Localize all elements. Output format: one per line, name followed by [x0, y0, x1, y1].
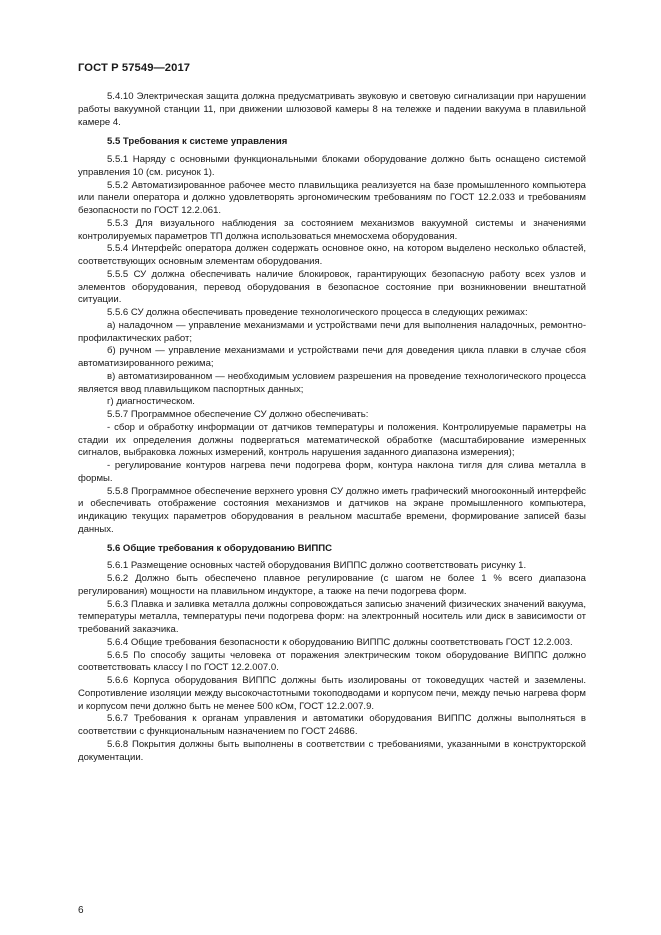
paragraph-5-5-8: 5.5.8 Программное обеспечение верхнего уровня СУ должно иметь графический многооконный интерфейс и обеспечивать отображение состояния механизмов и датчиков на экране промышленного компьютера, индикацию текущих параметров оборудования в реальном масштабе времени, формирование записей базы данных.: [78, 485, 586, 535]
list-item-b: б) ручном — управление механизмами и устройствами печи для доведения цикла плавки в случае сбоя автоматизированного режима;: [78, 345, 586, 369]
paragraph-5-5-2: 5.5.2 Автоматизированное рабочее место плавильщика реализуется на базе промышленного компьютера или панели оператора и должно удовлетворять эргономическим требованиям по ГОСТ 12.2.033 и требованиям безопасности по ГОСТ 12.2.061.: [78, 179, 586, 216]
paragraph-5-6-1: 5.6.1 Размещение основных частей оборудования ВИППС должно соответствовать рисунку 1.: [107, 560, 527, 572]
paragraph-5-5-1: 5.5.1 Наряду с основными функциональными блоками оборудование должно быть оснащено системой управления 10 (см. рисунок 1).: [78, 154, 586, 178]
list-item-dash-1: - сбор и обработку информации от датчиков температуры и положения. Контролируемые параметры на стадии их определения должны подвергаться математической обработке (масштабирование измеренных сигналов, выбраковка ложных измерений, контроль нарушения заданного диапазона измерения);: [78, 421, 586, 459]
section-heading-5-6: 5.6 Общие требования к оборудованию ВИППС: [107, 542, 332, 554]
paragraph-5-6-2: 5.6.2 Должно быть обеспечено плавное регулирование (с шагом не более 1 % всего диапазона регулирования) мощности на плавильном индукторе, а также на печи подогрева форм.: [78, 573, 586, 597]
document-body: [78, 91, 586, 764]
section-heading-5-5: 5.5 Требования к системе управления: [107, 136, 288, 148]
paragraph-5-6-6: 5.6.6 Корпуса оборудования ВИППС должны быть изолированы от токоведущих частей и заземлены. Сопротивление изоляции между высокочастотными токоподводами и корпусом печи, между печью нагрева форм и корпусом печи должно быть не менее 500 кОм, ГОСТ 12.2.007.9.: [78, 675, 586, 712]
paragraph-5-5-6: 5.5.6 СУ должна обеспечивать проведение технологического процесса в следующих режимах:: [107, 307, 528, 318]
paragraph-5-5-3: 5.5.3 Для визуального наблюдения за состоянием механизмов вакуумной системы и значениями контролируемых параметров ТП должна использоваться мнемосхема оборудования.: [78, 217, 586, 242]
paragraph-5-6-4: 5.6.4 Общие требования безопасности к оборудованию ВИППС должны соответствовать ГОСТ 12.2.003.: [107, 636, 573, 648]
paragraph-5-6-3: 5.6.3 Плавка и заливка металла должны сопровождаться записью значений физических значений вакуума, температуры металла, температуры печи подогрева форм: на электронный носитель или диск в зависимости от требований заказчика.: [78, 598, 586, 635]
paragraph-5-5-7: 5.5.7 Программное обеспечение СУ должно обеспечивать:: [107, 409, 369, 420]
paragraph-5-5-4: 5.5.4 Интерфейс оператора должен содержать основное окно, на котором выделено несколько областей, соответствующих основным элементам оборудования.: [78, 243, 586, 267]
page-number: 6: [78, 905, 84, 916]
list-item-a: а) наладочном — управление механизмами и устройствами печи для выполнения наладочных, ремонтно-профилактических работ;: [78, 319, 586, 344]
document-header: ГОСТ Р 57549—2017: [78, 62, 191, 74]
paragraph-5-6-5: 5.6.5 По способу защиты человека от поражения электрическим током оборудование ВИППС должно соответствовать классу I по ГОСТ 12.2.007.0.: [78, 649, 586, 674]
paragraph-5-4-10: 5.4.10 Электрическая защита должна предусматривать звуковую и световую сигнализации при нарушении работы вакуумной станции 11, при движении шлюзовой камеры 8 на тележке и падении вакуума в плавильной камере 4.: [78, 91, 586, 128]
list-item-dash-2: - регулирование контуров нагрева печи подогрева форм, контура наклона тигля для слива металла в формы.: [78, 460, 586, 484]
paragraph-5-6-7: 5.6.7 Требования к органам управления и автоматики оборудования ВИППС должны выполняться в соответствии с функциональным назначением по ГОСТ 24686.: [78, 713, 586, 737]
paragraph-5-5-5: 5.5.5 СУ должна обеспечивать наличие блокировок, гарантирующих безопасную работу всех узлов и элементов оборудования, перевод оборудования в безопасное состояние при возникновении внештатной ситуации.: [78, 268, 586, 306]
paragraph-5-6-8: 5.6.8 Покрытия должны быть выполнены в соответствии с требованиями, указанными в конструкторской документации.: [78, 738, 586, 763]
list-item-g: г) диагностическом.: [107, 396, 195, 408]
list-item-v: в) автоматизированном — необходимым условием разрешения на проведение технологического процесса является ввод плавильщиком паспортных данных;: [78, 370, 586, 395]
